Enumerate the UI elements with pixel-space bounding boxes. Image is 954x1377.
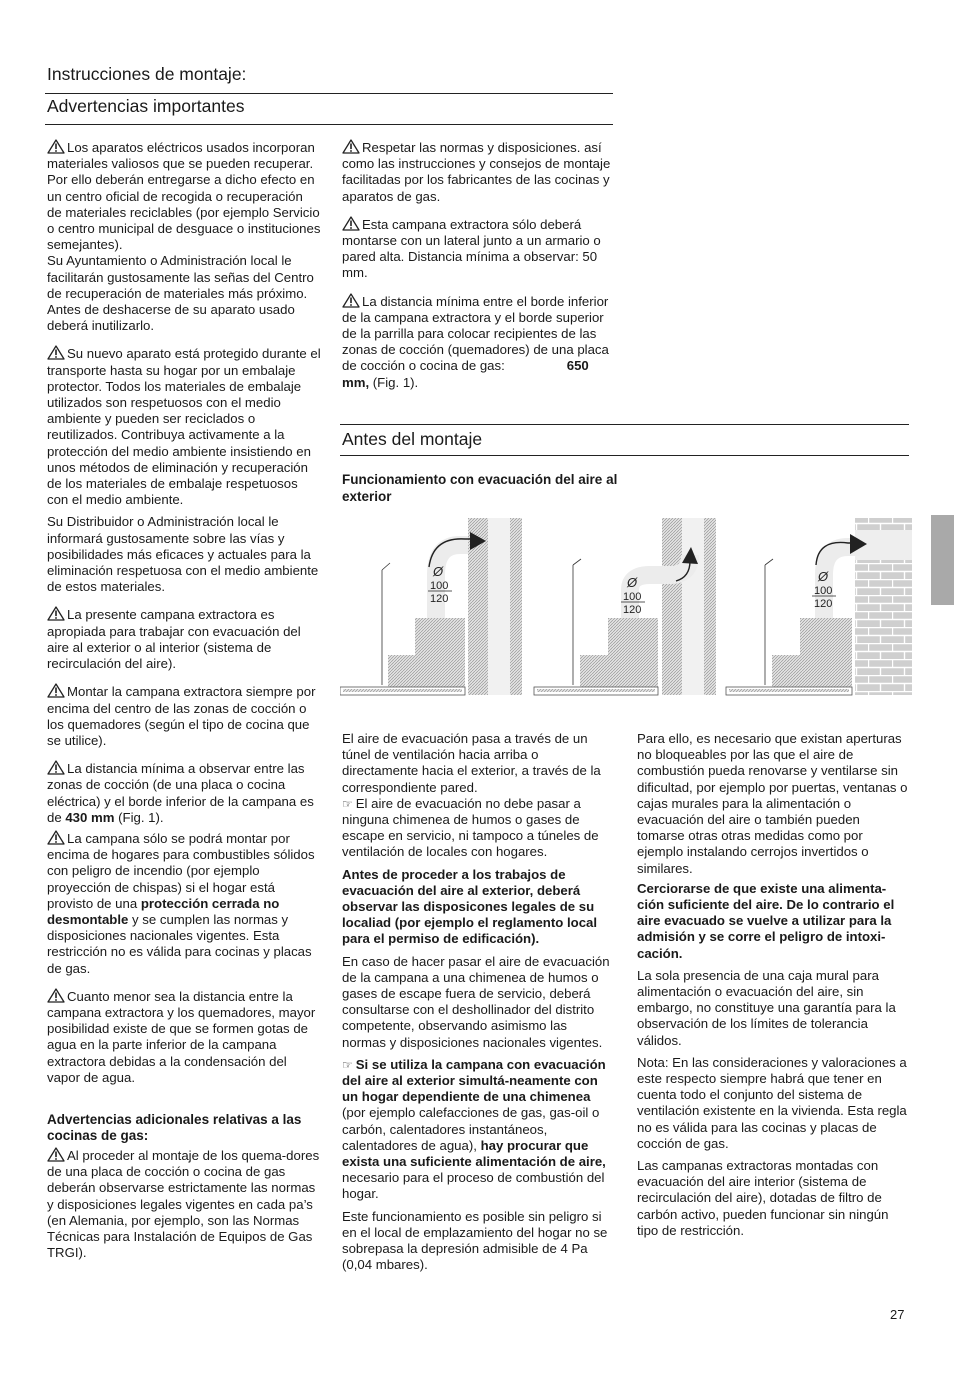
- warning-icon: [47, 139, 65, 154]
- paragraph: El aire de evacuación pasa a través de un túnel de ventilación hacia arriba o directamente hacia el exterior, a través de la correspondiente pared.: [342, 731, 601, 795]
- paragraph: Cuanto menor sea la distancia entre la campana extractora y los quemadores, mayor posibilidad existe de que se formen gotas de agua en la parte inferior de la campana extractora debidas a la condensación del vapor de agua.: [47, 988, 316, 1085]
- paragraph: La distancia mínima a observar entre las zonas de cocción (de una placa o cocina eléctrica) y el borde inferior de la campana es de 430 mm (Fig. 1).: [47, 761, 314, 825]
- page-number: 27: [890, 1307, 905, 1322]
- warning-icon: [47, 988, 65, 1003]
- diameter-symbol: Ø: [818, 569, 829, 584]
- paragraph: La sola presencia de una caja mural para alimentación o evacuación del aire, sin embargo, no constituye una garantía para la observación de los límites de tolerancia válidos.: [637, 967, 896, 1048]
- warning-icon: [47, 830, 65, 845]
- paragraph: Las campanas extractoras montadas con evacuación del aire interior (sistema de recirculación del aire), dotadas de filtro de carbón activo, pueden funcionar sin ningún tipo de restricción.: [637, 1158, 889, 1238]
- diagram-panel-chimney: [340, 518, 522, 695]
- warning-icon: [47, 345, 65, 360]
- paragraph-bold: Cerciorarse de que existe una alimenta-ción suficiente del aire. De lo contrario el aire evacuado se vuelve a utilizar para la admisión y se corre el peligro de intoxi-cación.: [637, 880, 895, 961]
- paragraph-bold: Antes de proceder a los trabajos de evacuación del aire al exterior, deberá observar las disposicones legales de su localiad (por ejemplo el reglamento local para el permiso de edificación).: [342, 866, 598, 947]
- diameter-100: 100: [814, 585, 833, 597]
- paragraph: Montar la campana extractora siempre por encima del centro de las zonas de cocción o los quemadores (según el tipo de cocina que se utilice).: [47, 684, 316, 748]
- paragraph: Respetar las normas y disposiciones. así como las instrucciones y consejos de montaje facilitadas por los fabricantes de las cocinas y aparatos de gas.: [342, 140, 611, 204]
- diagram-panel-wall: [726, 518, 912, 695]
- paragraph: Esta campana extractora sólo deberá montarse con un lateral junto a un armario o pared alta. Distancia mínima a observar: 50 mm.: [342, 216, 601, 281]
- section2-subheading: Funcionamiento con evacuación del aire al exterior: [342, 472, 618, 504]
- paragraph: Antes de deshacerse de su aparato usado deberá inutilizarlo.: [47, 302, 295, 334]
- diameter-120: 120: [623, 604, 642, 616]
- page-title: Instrucciones de montaje:: [47, 64, 247, 84]
- warning-icon: [47, 606, 65, 621]
- right-bottom-column: [637, 731, 909, 1250]
- warning-icon: [47, 1147, 65, 1162]
- gas-heading: Advertencias adicionales relativas a las cocinas de gas:: [47, 1111, 302, 1144]
- section2-bottom-rule: [340, 455, 909, 456]
- section-rule: [45, 124, 613, 125]
- title-rule: [45, 93, 613, 94]
- paragraph: Su nuevo aparato está protegido durante el transporte hasta su hogar por un embalaje protector. Todos los materiales de embalaje utilizados son respetuosos con el medio ambiente y pueden ser reciclados o reutilizados. Contribuya activamente a la protección del medio ambiente insistiendo en unos métodos de eliminación y recuperación de los materiales de embalaje respetuosos con el medio ambiente.: [47, 346, 321, 508]
- paragraph: Nota: En las consideraciones y valoraciones a este respecto siempre habrá que tener en cuenta todo el conjunto del sistema de ventilación existente en la vivienda. Esta regla no es válida para las cocinas y placas de cocción de gas.: [637, 1054, 907, 1151]
- pointing-hand-icon: ☞: [342, 796, 353, 811]
- paragraph: ☞ El aire de evacuación no debe pasar a ninguna chimenea de humos o gases de escape en servicio, ni tampoco a túneles de ventilación de locales con hogares.: [342, 795, 599, 860]
- diameter-symbol: Ø: [627, 575, 638, 590]
- pointing-hand-icon: ☞: [342, 1057, 353, 1072]
- paragraph: La presente campana extractora es apropiada para trabajar con evacuación del aire al exterior o al interior (sistema de recirculación del aire).: [47, 607, 301, 672]
- warning-icon: [342, 293, 360, 308]
- paragraph: Su Distribuidor o Administración local le informará gustosamente sobre las vías y posibilidades más eficaces y actuales para la eliminación respetuosa con el medio ambiente de estos materiales.: [47, 514, 319, 595]
- paragraph: La campana sólo se podrá montar por encima de hogares para combustibles sólidos con peligro de incendio (por ejemplo proyección de chispas) si el hogar está provisto de una protección cerrada no desmontable y se cumplen las normas y disposiciones nacionales vigentes. Esta restricción no es válida para cocinas y placas de gas.: [47, 830, 315, 976]
- section-tab-marker: [931, 515, 954, 605]
- paragraph: Este funcionamiento es posible sin peligro si en el local de emplazamiento del hogar no se sobrepasa la depresión admisible de 4 Pa (0,04 mbares).: [342, 1208, 608, 1273]
- paragraph: Los aparatos eléctricos usados incorporan materiales valiosos que se pueden recuperar. Por ello deberán entregarse a dicho efecto en un centro oficial de recogida o recuperación de materiales reciclables (por ejemplo Servicio o centro municipal de desguace o instituciones semejantes).: [47, 140, 321, 253]
- diameter-100: 100: [430, 580, 449, 592]
- paragraph: La distancia mínima entre el borde inferior de la campana extractora y el borde superior de la parrilla para colocar recipientes de las zonas de cocción (quemadores) de una placa de cocción o cocina de gas: 650 mm, (Fig. 1).: [342, 293, 609, 390]
- section-title: Advertencias importantes: [47, 96, 245, 116]
- paragraph: Al proceder al montaje de los quema-dores de una placa de cocción o cocina de gas deberán observarse estrictamente las normas y disposiciones legales vigentes en cada pa’s (en Alemania, por ejemplo, son las Normas Técnicas para Instalación de Equipos de Gas TRGI).: [47, 1147, 320, 1261]
- diameter-symbol: Ø: [433, 564, 444, 579]
- paragraph: Su Ayuntamiento o Administración local le facilitarán gustosamente las señas del Centro de recuperación de materiales más próximo.: [47, 253, 314, 301]
- warning-icon: [47, 683, 65, 698]
- diameter-120: 120: [814, 598, 833, 610]
- paragraph: ☞ Si se utiliza la campana con evacuación del aire al exterior simultá-neamente con un hogar dependiente de una chimenea (por ejemplo calefacciones de gas, gas-oil o carbón, calentadores instantáneos, calentadores de agua), hay procurar que exista una suficiente alimentación de aire, necesario para el proceso de combustión del hogar.: [342, 1056, 606, 1202]
- diameter-120: 120: [430, 593, 449, 605]
- paragraph: En caso de hacer pasar el aire de evacuación de la campana a una chimenea de humos o gases de escape fuera de servicio, deberá consultarse con el deshollinador del distrito competente, observando asimismo las normas y disposiciones nacionales vigentes.: [342, 953, 610, 1050]
- ventilation-diagram: [340, 515, 912, 705]
- warning-icon: [342, 139, 360, 154]
- warning-icon: [47, 760, 65, 775]
- warning-icon: [342, 216, 360, 231]
- diagram-panel-up: [534, 518, 716, 695]
- diameter-100: 100: [623, 591, 642, 603]
- middle-bottom-column: [342, 731, 612, 1285]
- section2-top-rule: [340, 424, 909, 425]
- paragraph: Para ello, es necesario que existan aperturas no bloqueables por las que el aire de combustión pueda renovarse y ventilarse sin dificultad, por ejemplo por puertas, ventanas o cajas murales para la alimentación o evacuación del aire o también pueden tomarse otras otras medidas como por ejemplo instalando cerrojos invertidos o similares.: [637, 731, 908, 876]
- section2-title: Antes del montaje: [342, 429, 483, 449]
- left-column: [47, 139, 321, 1272]
- middle-top-column: [342, 139, 614, 402]
